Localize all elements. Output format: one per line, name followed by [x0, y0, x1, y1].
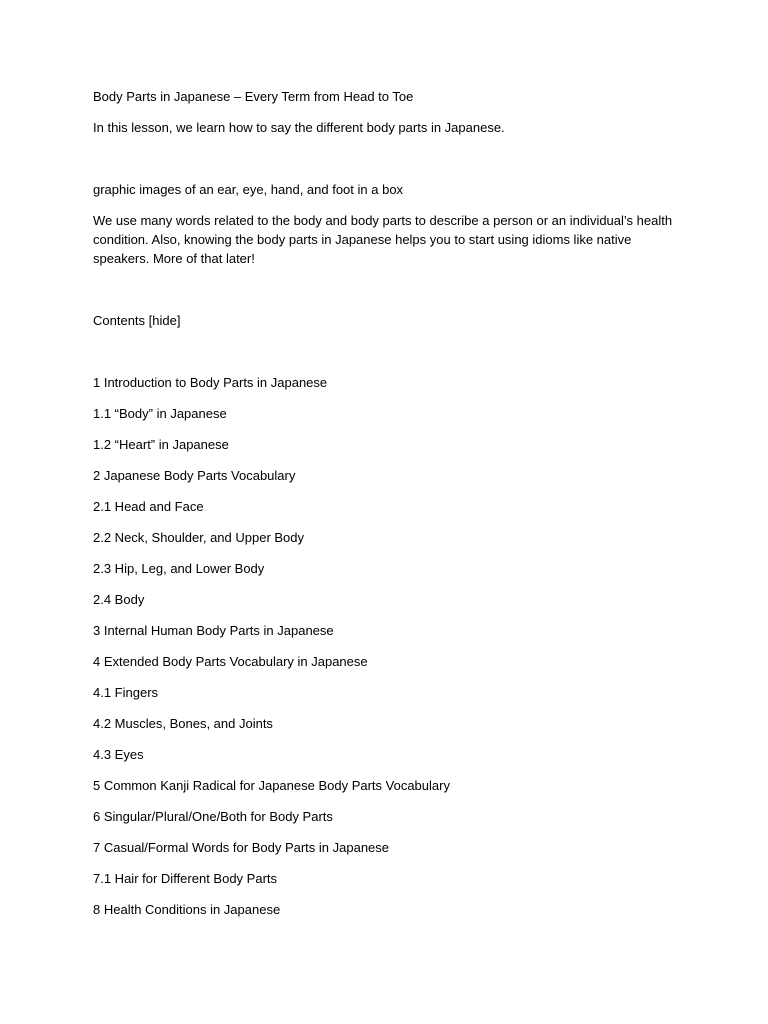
toc-item[interactable]: 2.1 Head and Face [93, 499, 204, 514]
toc-item[interactable]: 1.1 “Body” in Japanese [93, 406, 227, 421]
toc-item[interactable]: 1.2 “Heart” in Japanese [93, 437, 229, 452]
toc-item[interactable]: 2 Japanese Body Parts Vocabulary [93, 468, 296, 483]
toc-item[interactable]: 1 Introduction to Body Parts in Japanese [93, 375, 328, 390]
toc-item[interactable]: 2.3 Hip, Leg, and Lower Body [93, 561, 265, 576]
toc-item[interactable]: 7.1 Hair for Different Body Parts [93, 871, 278, 886]
toc-item[interactable]: 8 Health Conditions in Japanese [93, 902, 281, 917]
body-paragraph: We use many words related to the body and body parts to describe a person or an individual’s health condition. Also, knowing the body parts in Japanese helps you to start using idioms like native speakers. More of that later! [93, 213, 673, 266]
toc-item[interactable]: 4.1 Fingers [93, 685, 159, 700]
toc-item[interactable]: 2.2 Neck, Shoulder, and Upper Body [93, 530, 305, 545]
toc-item[interactable]: 5 Common Kanji Radical for Japanese Body Parts Vocabulary [93, 778, 450, 793]
figure-caption: graphic images of an ear, eye, hand, and foot in a box [93, 182, 404, 197]
intro-paragraph: In this lesson, we learn how to say the different body parts in Japanese. [93, 120, 505, 135]
table-of-contents [93, 373, 683, 919]
document-title: Body Parts in Japanese – Every Term from Head to Toe [93, 89, 414, 104]
toc-item[interactable]: 3 Internal Human Body Parts in Japanese [93, 623, 334, 638]
toc-item[interactable]: 4.2 Muscles, Bones, and Joints [93, 716, 273, 731]
toc-item[interactable]: 4.3 Eyes [93, 747, 144, 762]
toc-item[interactable]: 4 Extended Body Parts Vocabulary in Japanese [93, 654, 368, 669]
toc-item[interactable]: 2.4 Body [93, 592, 145, 607]
contents-heading[interactable]: Contents [hide] [93, 313, 181, 328]
document-content [93, 87, 683, 931]
toc-item[interactable]: 7 Casual/Formal Words for Body Parts in Japanese [93, 840, 390, 855]
toc-item[interactable]: 6 Singular/Plural/One/Both for Body Parts [93, 809, 333, 824]
